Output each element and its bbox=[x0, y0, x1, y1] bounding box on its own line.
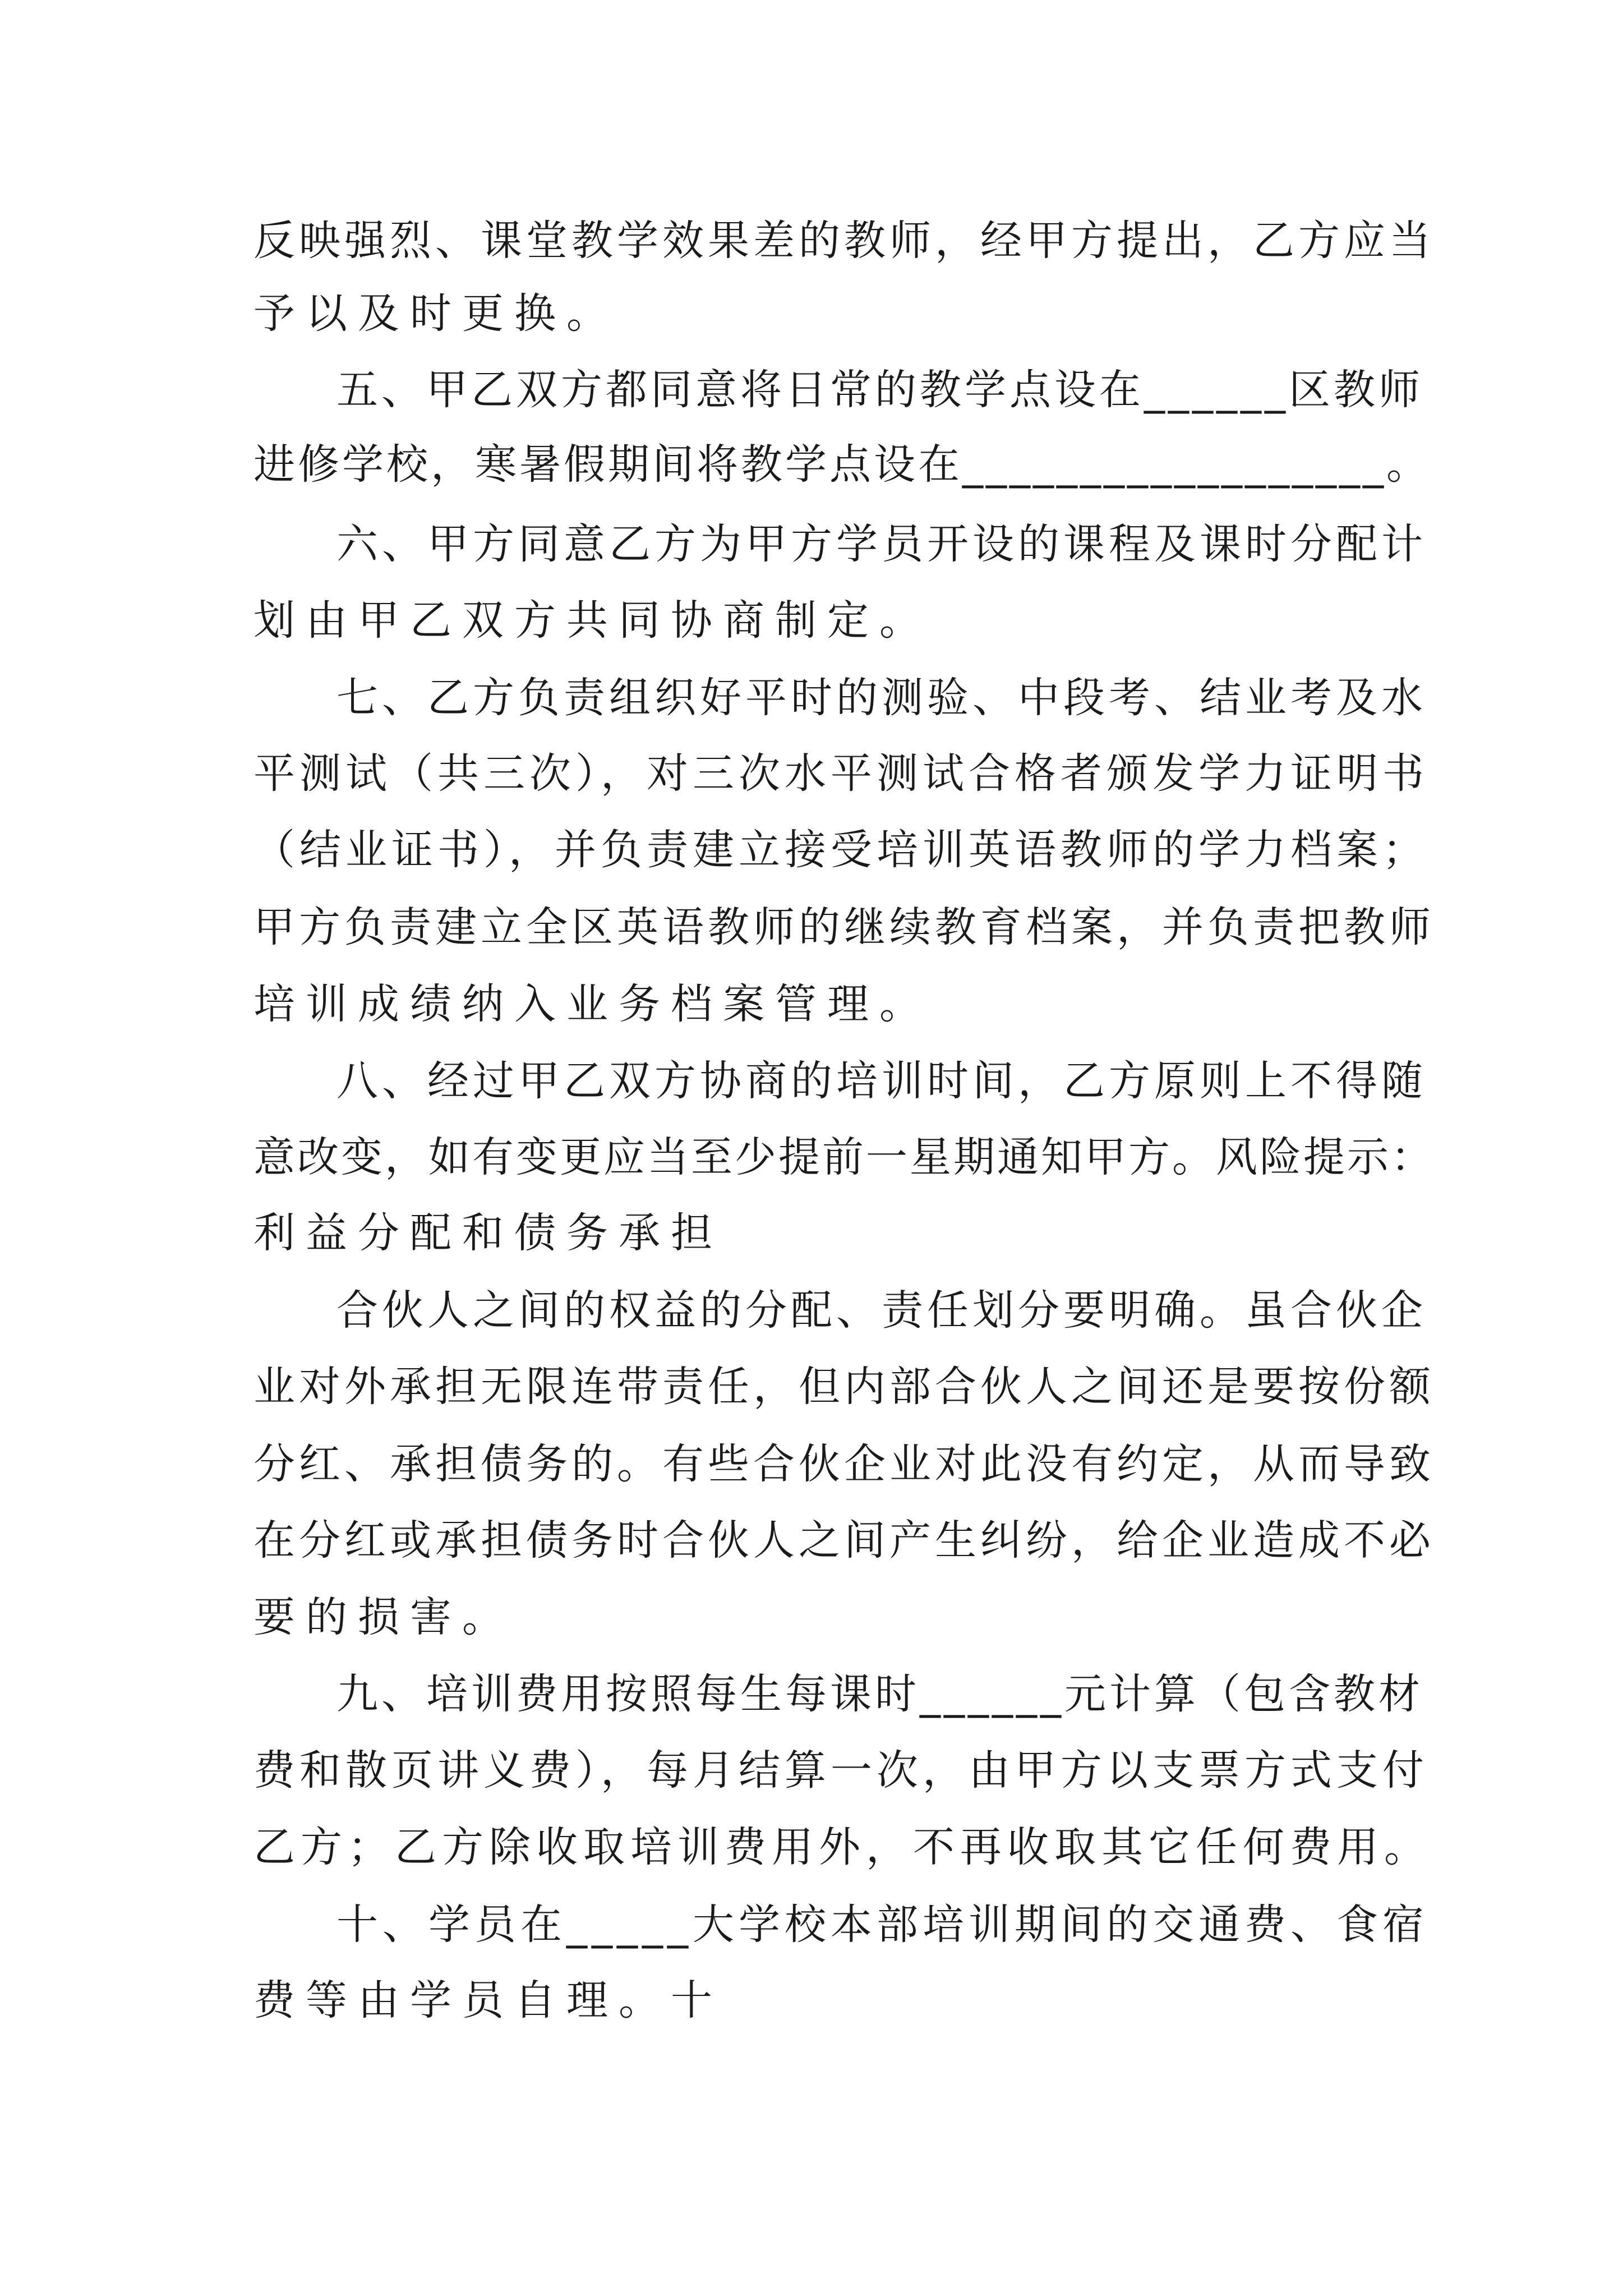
paragraph-line: 在分红或承担债务时合伙人之间产生纠纷，给企业造成不必 bbox=[253, 1516, 1435, 1565]
paragraph-line: 费等由学员自理。十 bbox=[253, 1976, 723, 2024]
paragraph-line: 利益分配和债务承担 bbox=[253, 1209, 723, 1257]
paragraph-line: （结业证书），并负责建立接受培训英语教师的学力档案； bbox=[253, 826, 1428, 874]
paragraph-line: 进修学校，寒暑假期间将教学点设在__________________。 bbox=[253, 440, 1431, 489]
paragraph-line: 予以及时更换。 bbox=[253, 289, 619, 338]
paragraph-line: 甲方负责建立全区英语教师的继续教育档案，并负责把教师 bbox=[253, 903, 1435, 951]
paragraph-line: 十、学员在_____大学校本部培训期间的交通费、食宿 bbox=[336, 1901, 1428, 1949]
paragraph-line: 六、甲方同意乙方为甲方学员开设的课程及课时分配计 bbox=[336, 520, 1427, 568]
paragraph-line: 九、培训费用按照每生每课时______元计算（包含教材 bbox=[336, 1670, 1423, 1718]
paragraph-line: 合伙人之间的权益的分配、责任划分要明确。虽合伙企 bbox=[336, 1286, 1427, 1335]
paragraph-line: 七、乙方负责组织好平时的测验、中段考、结业考及水 bbox=[336, 674, 1427, 722]
paragraph-line: 反映强烈、课堂教学效果差的教师，经甲方提出，乙方应当 bbox=[253, 217, 1435, 265]
paragraph-line: 费和散页讲义费），每月结算一次，由甲方以支票方式支付 bbox=[253, 1746, 1428, 1795]
paragraph-line: 分红、承担债务的。有些合伙企业对此没有约定，从而导致 bbox=[253, 1440, 1435, 1488]
paragraph-line: 五、甲乙双方都同意将日常的教学点设在______区教师 bbox=[336, 366, 1423, 414]
paragraph-line: 划由甲乙双方共同协商制定。 bbox=[253, 596, 932, 645]
paragraph-line: 意改变，如有变更应当至少提前一星期通知甲方。风险提示： bbox=[253, 1133, 1435, 1181]
paragraph-line: 要的损害。 bbox=[253, 1593, 514, 1641]
paragraph-line: 培训成绩纳入业务档案管理。 bbox=[253, 980, 932, 1028]
paragraph-line: 乙方；乙方除收取培训费用外，不再收取其它任何费用。 bbox=[253, 1823, 1431, 1871]
paragraph-line: 平测试（共三次），对三次水平测试合格者颁发学力证明书 bbox=[253, 749, 1428, 798]
paragraph-line: 八、经过甲乙双方协商的培训时间，乙方原则上不得随 bbox=[336, 1057, 1427, 1105]
paragraph-line: 业对外承担无限连带责任，但内部合伙人之间还是要按份额 bbox=[253, 1363, 1435, 1411]
